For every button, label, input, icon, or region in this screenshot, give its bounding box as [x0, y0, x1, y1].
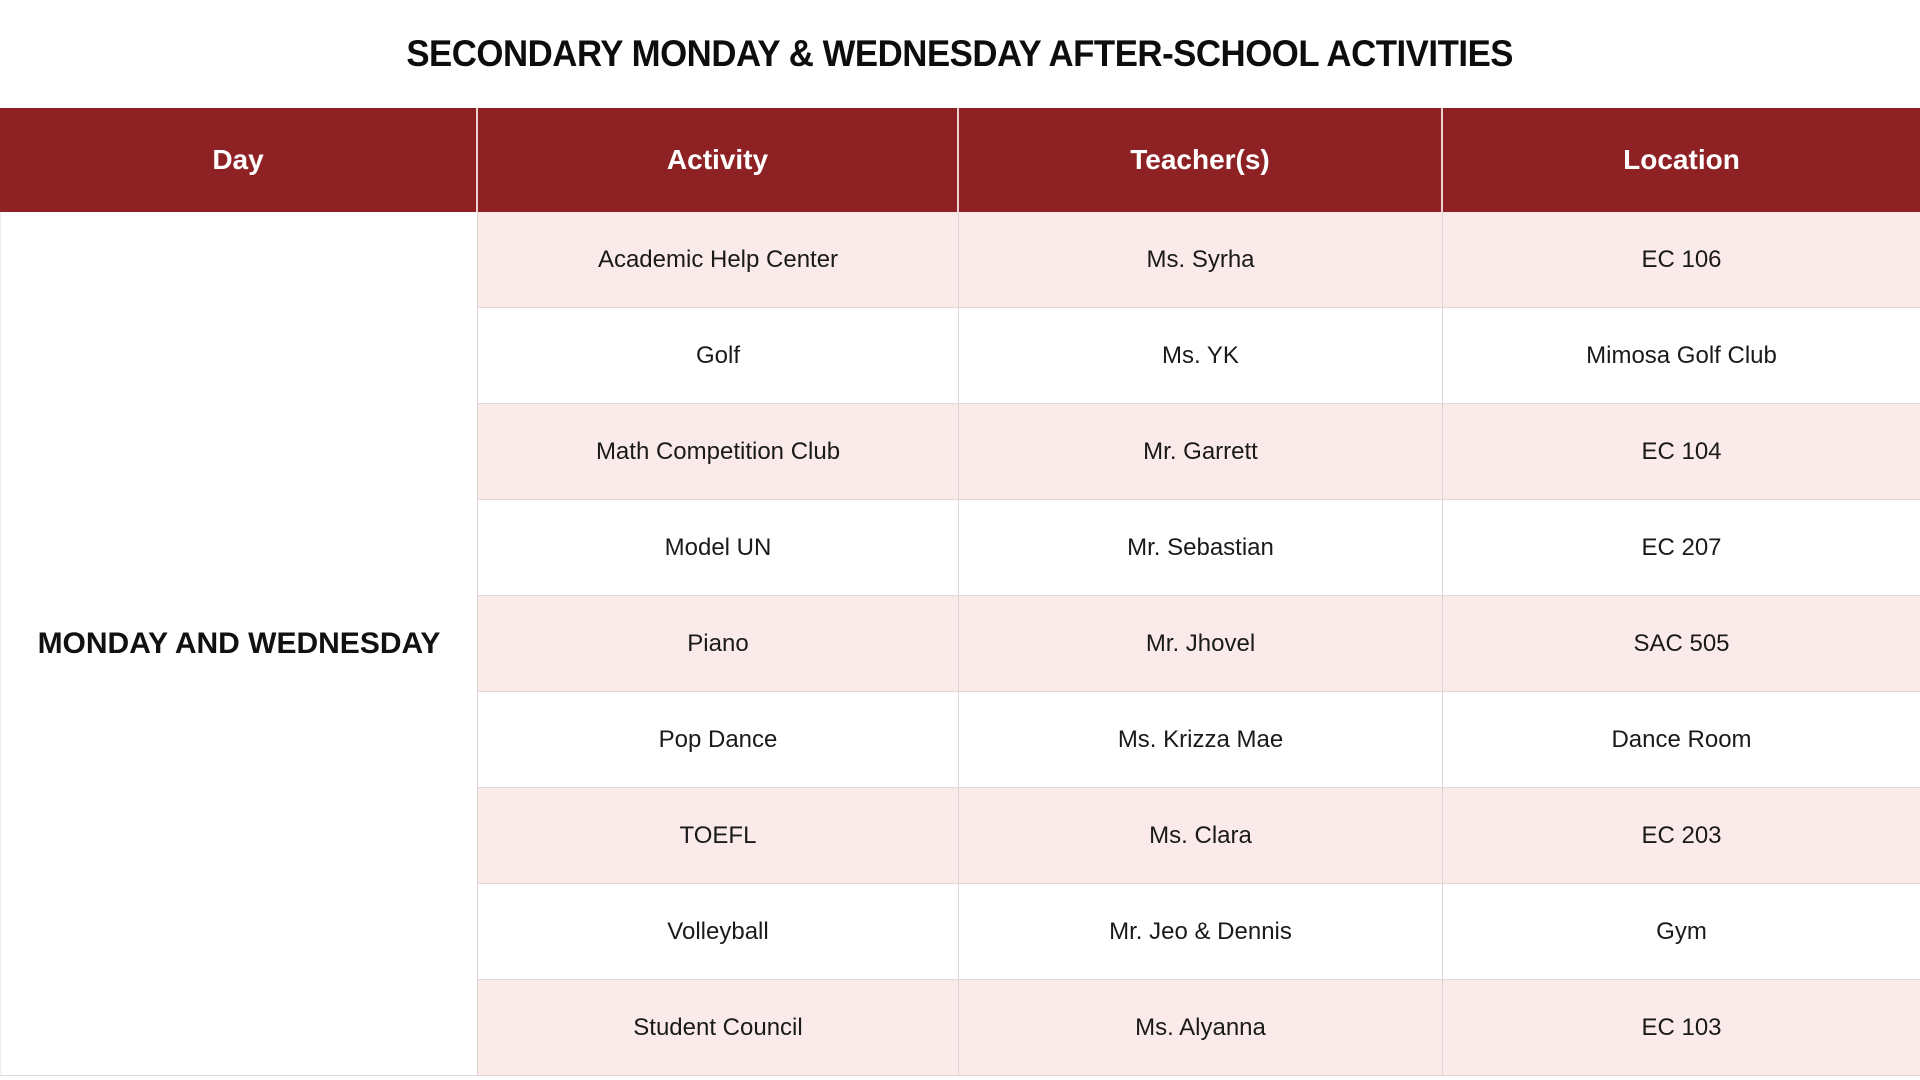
activities-table — [0, 108, 1920, 1076]
activity-cell: Academic Help Center — [478, 212, 959, 308]
column-header-teachers: Teacher(s) — [959, 108, 1443, 212]
page-title: SECONDARY MONDAY & WEDNESDAY AFTER-SCHOOL ACTIVITIES — [406, 33, 1514, 74]
column-header-location: Location — [1443, 108, 1920, 212]
activity-cell: TOEFL — [478, 788, 959, 884]
activity-cell: Golf — [478, 308, 959, 404]
activity-cell: Volleyball — [478, 884, 959, 980]
location-cell: Mimosa Golf Club — [1443, 308, 1920, 404]
column-header-day: Day — [0, 108, 478, 212]
location-cell: Dance Room — [1443, 692, 1920, 788]
day-cell: MONDAY AND WEDNESDAY — [0, 212, 478, 1076]
location-cell: Gym — [1443, 884, 1920, 980]
location-cell: SAC 505 — [1443, 596, 1920, 692]
activity-cell: Model UN — [478, 500, 959, 596]
teacher-cell: Ms. Syrha — [959, 212, 1443, 308]
activity-cell: Pop Dance — [478, 692, 959, 788]
activity-cell: Piano — [478, 596, 959, 692]
location-cell: EC 103 — [1443, 980, 1920, 1076]
activity-cell: Math Competition Club — [478, 404, 959, 500]
teacher-cell: Mr. Jeo & Dennis — [959, 884, 1443, 980]
location-cell: EC 203 — [1443, 788, 1920, 884]
title-bar — [0, 0, 1920, 108]
teacher-cell: Ms. Krizza Mae — [959, 692, 1443, 788]
teacher-cell: Ms. Clara — [959, 788, 1443, 884]
teacher-cell: Mr. Garrett — [959, 404, 1443, 500]
teacher-cell: Ms. YK — [959, 308, 1443, 404]
location-cell: EC 207 — [1443, 500, 1920, 596]
teacher-cell: Mr. Sebastian — [959, 500, 1443, 596]
teacher-cell: Ms. Alyanna — [959, 980, 1443, 1076]
column-header-activity: Activity — [478, 108, 959, 212]
location-cell: EC 104 — [1443, 404, 1920, 500]
activity-cell: Student Council — [478, 980, 959, 1076]
location-cell: EC 106 — [1443, 212, 1920, 308]
teacher-cell: Mr. Jhovel — [959, 596, 1443, 692]
